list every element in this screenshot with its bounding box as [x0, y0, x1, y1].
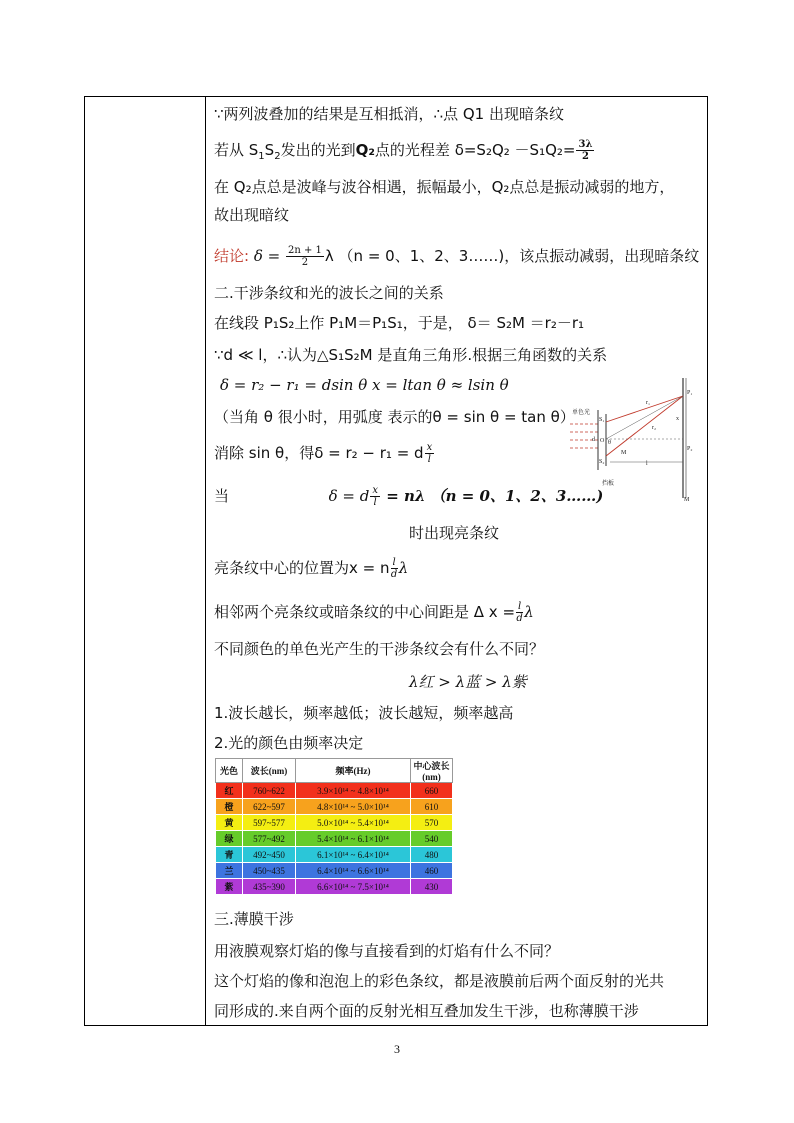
table-cell-color: 红 — [216, 783, 243, 799]
table-cell-wavelength: 450~435 — [243, 863, 296, 879]
text-line-16: 不同颜色的单色光产生的干涉条纹会有什么不同？ — [214, 640, 545, 658]
text-fragment: λ （n = 0、1、2、3……)，该点振动减弱，出现暗条纹 — [324, 247, 700, 265]
text-line-8: ∵d ≪ l，∴认为△S₁S₂M 是直角三角形.根据三角函数的关系 — [214, 346, 608, 364]
table-cell-center: 570 — [411, 815, 453, 831]
angle-line — [606, 396, 683, 439]
barrier-label: 挡板 — [602, 481, 615, 487]
formula-line-9: δ = r₂ − r₁ = dsin θ x = ltan θ ≈ lsin θ — [220, 376, 509, 394]
table-row — [216, 815, 453, 831]
label-s2: S₂ — [599, 459, 605, 465]
numerator: x — [372, 485, 378, 496]
text-fragment: 点的光程差 δ=S₂Q₂ －S₁Q₂= — [374, 141, 576, 159]
text-fragment: 相邻两个亮条纹或暗条纹的中心间距是 Δ x = — [214, 603, 516, 621]
denominator: l — [427, 454, 431, 465]
text-line-15 — [214, 601, 534, 624]
table-cell-center: 540 — [411, 831, 453, 847]
table-cell-wavelength: 760~622 — [243, 783, 296, 799]
table-row — [216, 879, 453, 895]
text-line-22: 这个灯焰的像和泡泡上的彩色条纹，都是液膜前后两个面反射的光共 — [214, 972, 665, 990]
table-cell-frequency: 3.9×10¹⁴ ~ 4.8×10¹⁴ — [296, 783, 411, 799]
label-m: M — [621, 450, 627, 456]
text-line-13: 时出现亮条纹 — [409, 524, 500, 542]
denominator: 2 — [301, 257, 309, 268]
table-cell-frequency: 5.4×10¹⁴ ~ 6.1×10¹⁴ — [296, 831, 411, 847]
table-cell-center: 610 — [411, 799, 453, 815]
label-theta: θ — [608, 440, 611, 446]
text-fragment: 若从 S — [214, 141, 259, 159]
header-wavelength: 波长(nm) — [243, 759, 296, 783]
label-p2: P₂ — [687, 446, 693, 452]
fraction — [425, 442, 435, 465]
text-fragment: 亮条纹中心的位置为x = n — [214, 559, 390, 577]
denominator: d — [516, 613, 523, 624]
table-cell-color: 兰 — [216, 863, 243, 879]
table-cell-color: 绿 — [216, 831, 243, 847]
header-frequency: 频率(Hz) — [296, 759, 411, 783]
table-cell-frequency: 4.8×10¹⁴ ~ 5.0×10¹⁴ — [296, 799, 411, 815]
text-line-3: 在 Q₂点总是波峰与波谷相遇，振幅最小，Q₂点总是振动减弱的地方， — [214, 178, 675, 196]
table-header-row — [216, 759, 453, 783]
fraction — [516, 601, 523, 624]
table-cell-center: 430 — [411, 879, 453, 895]
text-fragment: λ — [398, 559, 409, 577]
text-fragment: δ = — [253, 247, 281, 265]
text-line-4: 故出现暗纹 — [214, 206, 290, 224]
header-color: 光色 — [216, 759, 243, 783]
label-m-screen: M — [684, 497, 690, 503]
table-cell-wavelength: 622~597 — [243, 799, 296, 815]
table-row — [216, 847, 453, 863]
table-cell-wavelength: 577~492 — [243, 831, 296, 847]
numerator: 3λ — [578, 139, 593, 150]
conclusion-label: 结论: — [214, 247, 250, 265]
text-line-7: 在线段 P₁S₂上作 P₁M＝P₁S₁，于是， δ＝ S₂M ＝r₂－r₁ — [214, 314, 585, 332]
table-cell-color: 紫 — [216, 879, 243, 895]
table-cell-frequency: 5.0×10¹⁴ ~ 5.4×10¹⁴ — [296, 815, 411, 831]
text-line-19: 2.光的颜色由频率决定 — [214, 734, 364, 752]
table-cell-color: 橙 — [216, 799, 243, 815]
fraction — [391, 557, 398, 580]
table-row — [216, 783, 453, 799]
section-heading-3: 三.薄膜干涉 — [214, 910, 294, 928]
text-line-21: 用液膜观察灯焰的像与直接看到的灯焰有什么不同？ — [214, 942, 560, 960]
label-x: x — [676, 416, 679, 422]
table-cell-wavelength: 492~450 — [243, 847, 296, 863]
numerator: l — [392, 557, 396, 568]
text-fragment: 消除 sin θ，得δ = r₂ − r₁ = d — [214, 444, 424, 462]
source-label: 单色光 — [572, 410, 591, 416]
table-cell-wavelength: 597~577 — [243, 815, 296, 831]
label-d: d — [592, 437, 595, 443]
denominator: 2 — [581, 151, 589, 162]
wavelength-order: λ红 > λ蓝 > λ紫 — [409, 673, 527, 691]
table-cell-frequency: 6.1×10¹⁴ ~ 6.4×10¹⁴ — [296, 847, 411, 863]
text-fragment: Q₂ — [355, 141, 375, 159]
table-row — [216, 863, 453, 879]
double-slit-diagram — [568, 374, 698, 504]
text-line-1: ∵两列波叠加的结果是互相抵消，∴点 Q1 出现暗条纹 — [214, 105, 564, 123]
label-p1: P₁ — [687, 390, 693, 396]
table-cell-frequency: 6.4×10¹⁴ ~ 6.6×10¹⁴ — [296, 863, 411, 879]
table-cell-center: 480 — [411, 847, 453, 863]
text-line-2: 若从 $S_1S_2$发出的光到Q₂点的光程差 δ=S₂Q₂ －S₁Q₂= $\frac{3\lambda}{2}$ — [214, 139, 593, 162]
text-fragment: S — [264, 141, 275, 159]
text-line-10: （当角 θ 很小时，用弧度 表示的θ = sin θ = tan θ） — [214, 408, 575, 426]
table-row — [216, 831, 453, 847]
column-divider — [205, 97, 206, 1025]
label-o: O — [600, 438, 605, 444]
label-r1: r₁ — [646, 400, 651, 406]
text-line-12 — [214, 485, 603, 508]
text-line-14 — [214, 557, 408, 580]
numerator: 2n + 1 — [288, 245, 322, 256]
table-cell-frequency: 6.6×10¹⁴ ~ 7.5×10¹⁴ — [296, 879, 411, 895]
fraction — [286, 245, 324, 268]
table-body — [216, 783, 453, 895]
numerator: l — [518, 601, 522, 612]
text-fragment: 发出的光到 — [280, 141, 356, 159]
text-line-18: 1.波长越长，频率越低；波长越短，频率越高 — [214, 704, 514, 722]
incident-light-rays — [570, 424, 598, 448]
table-cell-color: 青 — [216, 847, 243, 863]
fraction — [370, 485, 380, 508]
text-fragment: δ = d — [328, 487, 370, 505]
label-s1: S₁ — [599, 417, 605, 423]
page-number: 3 — [394, 1042, 400, 1056]
table-cell-center: 660 — [411, 783, 453, 799]
fraction — [576, 139, 594, 162]
table-row — [216, 799, 453, 815]
text-line-11 — [214, 442, 435, 465]
spectrum-table — [215, 758, 453, 895]
numerator: x — [426, 442, 433, 453]
denominator: l — [373, 497, 377, 508]
text-line-23: 同形成的.来自两个面的反射光相互叠加发生干涉，也称薄膜干涉 — [214, 1002, 639, 1020]
table-cell-color: 黄 — [216, 815, 243, 831]
text-fragment: = nλ （n = 0、1、2、3……) — [380, 487, 604, 505]
table-cell-wavelength: 435~390 — [243, 879, 296, 895]
path-lines — [606, 396, 683, 456]
label-l: l — [646, 461, 648, 467]
denominator: d — [390, 569, 398, 580]
text-fragment: 当 — [214, 487, 230, 505]
text-fragment: λ — [524, 603, 534, 621]
label-r2: r₂ — [652, 425, 657, 431]
header-center: 中心波长(nm) — [411, 759, 453, 783]
section-heading-2: 二.干涉条纹和光的波长之间的关系 — [214, 284, 444, 302]
table-cell-center: 460 — [411, 863, 453, 879]
conclusion-line — [214, 245, 699, 268]
